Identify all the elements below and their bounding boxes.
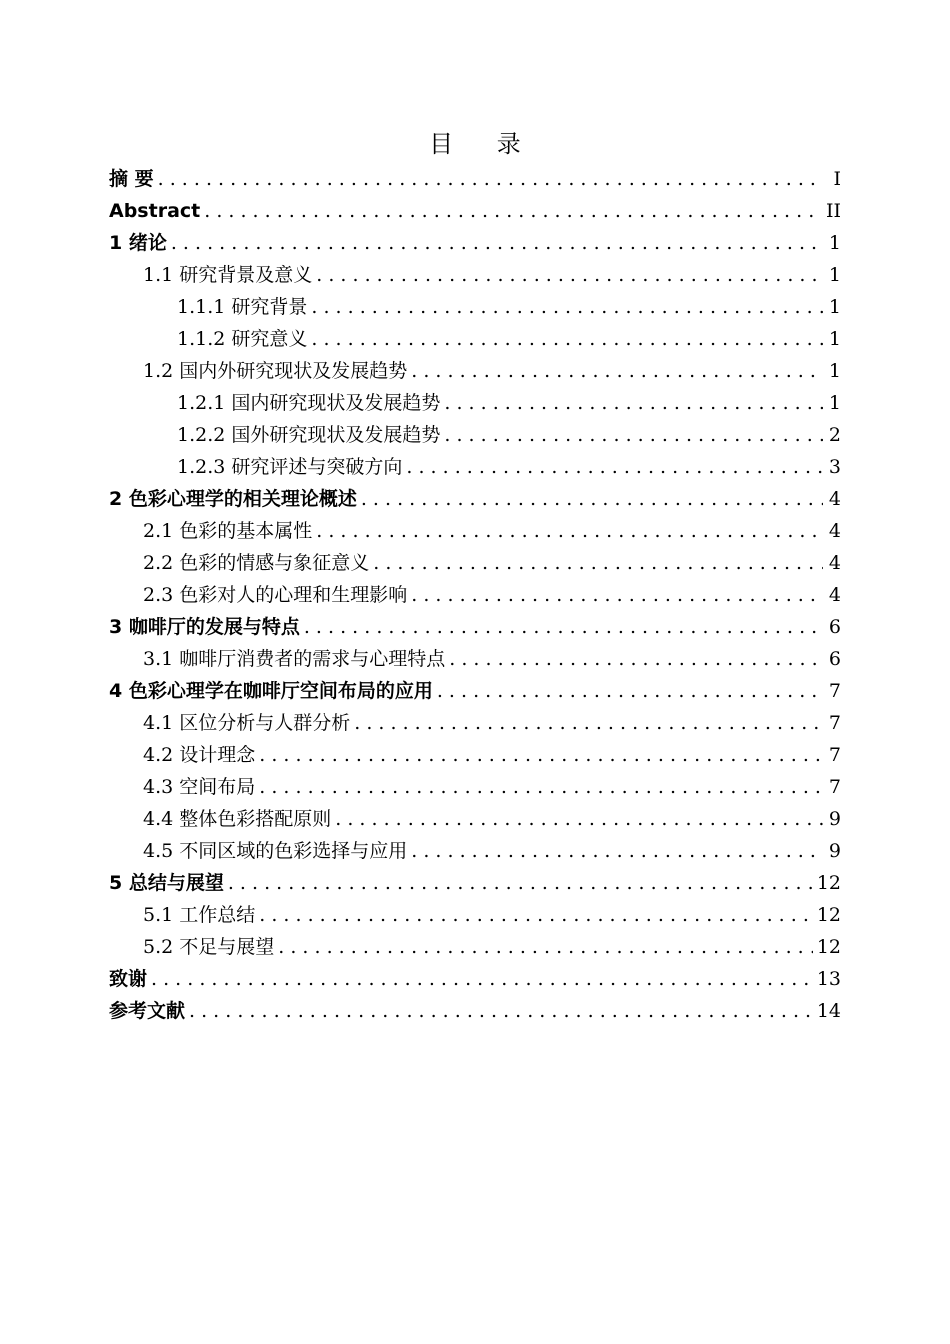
toc-entry-page: 4 [828,552,841,574]
toc-entry[interactable] [109,899,841,931]
toc-entry[interactable] [109,195,841,227]
toc-entry-page: 12 [816,936,841,958]
toc-entry-label: 1.1 研究背景及意义 [143,264,313,286]
toc-entry-label: 2.3 色彩对人的心理和生理影响 [143,584,408,606]
toc-leader [406,451,823,483]
toc-entry-label: 3 咖啡厅的发展与特点 [109,616,300,638]
toc-entry[interactable] [109,675,841,707]
toc-entry-page: 6 [828,616,841,638]
toc-entry[interactable] [109,387,841,419]
toc-entry-label: 4.5 不同区域的色彩选择与应用 [143,840,408,862]
toc-entry-page: 14 [816,1000,841,1022]
toc-entry-page: 6 [828,648,841,670]
toc-entry-page: 13 [816,968,841,990]
toc-entry-label: 3.1 咖啡厅消费者的需求与心理特点 [143,648,446,670]
toc-leader [259,771,823,803]
toc-entry[interactable] [109,355,841,387]
toc-leader [444,387,823,419]
toc-entry-page: 12 [816,872,841,894]
toc-entry-label: 4 色彩心理学在咖啡厅空间布局的应用 [109,680,433,702]
toc-leader [354,707,823,739]
toc-leader [304,611,823,643]
page-title: 目 录 [429,130,539,158]
toc-leader [259,899,813,931]
toc-entry-label: 5 总结与展望 [109,872,224,894]
toc-leader [411,579,823,611]
toc-entry-label: 2 色彩心理学的相关理论概述 [109,488,357,510]
toc-entry-page: 1 [828,296,841,318]
toc-leader [189,995,813,1027]
toc-entry-label: 1.1.1 研究背景 [177,296,308,318]
toc-entry-label: 1.2.2 国外研究现状及发展趋势 [177,424,441,446]
toc-entry-page: 7 [828,776,841,798]
toc-entry-label: 2.1 色彩的基本属性 [143,520,313,542]
toc-entry[interactable] [109,451,841,483]
toc-entry[interactable] [109,323,841,355]
toc-leader [316,515,823,547]
toc-entry[interactable] [109,963,841,995]
toc-entry-page: 9 [828,808,841,830]
toc-leader [361,483,823,515]
toc-leader [373,547,823,579]
toc-entry-page: 1 [828,232,841,254]
toc-entry[interactable] [109,547,841,579]
toc-entry[interactable] [109,643,841,675]
toc-entry-label: 1.2 国内外研究现状及发展趋势 [143,360,408,382]
toc-entry-label: 4.2 设计理念 [143,744,256,766]
toc-entry[interactable] [109,739,841,771]
table-of-contents [109,163,841,1027]
toc-entry-label: 摘 要 [109,168,154,190]
toc-leader [437,675,823,707]
toc-entry-page: 7 [828,712,841,734]
toc-entry[interactable] [109,483,841,515]
toc-entry-page: 1 [828,328,841,350]
toc-entry-label: 4.3 空间布局 [143,776,256,798]
toc-entry-page: 2 [828,424,841,446]
toc-entry[interactable] [109,259,841,291]
toc-leader [171,227,823,259]
toc-entry-page: 9 [828,840,841,862]
toc-entry[interactable] [109,867,841,899]
toc-leader [311,323,823,355]
toc-leader [228,867,813,899]
toc-entry[interactable] [109,803,841,835]
toc-leader [151,963,813,995]
toc-entry-page: I [833,168,841,190]
toc-entry-page: 1 [828,392,841,414]
toc-entry[interactable] [109,771,841,803]
toc-entry-page: 7 [828,744,841,766]
toc-entry-label: 5.2 不足与展望 [143,936,275,958]
toc-entry[interactable] [109,227,841,259]
toc-entry[interactable] [109,835,841,867]
toc-leader [158,163,823,195]
toc-entry-page: 3 [828,456,841,478]
toc-entry-label: 5.1 工作总结 [143,904,256,926]
toc-entry[interactable] [109,707,841,739]
toc-leader [278,931,813,963]
toc-entry[interactable] [109,163,841,195]
toc-entry-page: 4 [828,488,841,510]
toc-leader [411,835,823,867]
toc-entry-page: 1 [828,360,841,382]
toc-entry[interactable] [109,579,841,611]
toc-entry-page: 4 [828,520,841,542]
toc-leader [335,803,823,835]
toc-entry-label: 致谢 [109,968,148,990]
toc-entry-page: 4 [828,584,841,606]
toc-entry-page: 1 [828,264,841,286]
toc-entry-page: II [825,200,841,222]
toc-entry-label: 4.4 整体色彩搭配原则 [143,808,332,830]
toc-entry-page: 7 [828,680,841,702]
toc-entry-label: 参考文献 [109,1000,186,1022]
toc-entry[interactable] [109,291,841,323]
toc-leader [316,259,823,291]
toc-leader [204,195,822,227]
toc-entry-label: 1.2.1 国内研究现状及发展趋势 [177,392,441,414]
toc-leader [444,419,823,451]
toc-entry-label: 1.2.3 研究评述与突破方向 [177,456,403,478]
toc-entry[interactable] [109,611,841,643]
toc-entry[interactable] [109,419,841,451]
toc-entry-label: 1.1.2 研究意义 [177,328,308,350]
toc-entry-label: 1 绪论 [109,232,167,254]
toc-entry-label: 4.1 区位分析与人群分析 [143,712,351,734]
toc-entry[interactable] [109,931,841,963]
toc-entry-page: 12 [816,904,841,926]
toc-entry[interactable] [109,515,841,547]
toc-leader [411,355,823,387]
toc-entry-label: 2.2 色彩的情感与象征意义 [143,552,370,574]
toc-entry[interactable] [109,995,841,1027]
toc-leader [311,291,823,323]
toc-leader [449,643,823,675]
toc-leader [259,739,823,771]
toc-entry-label: Abstract [109,200,201,222]
